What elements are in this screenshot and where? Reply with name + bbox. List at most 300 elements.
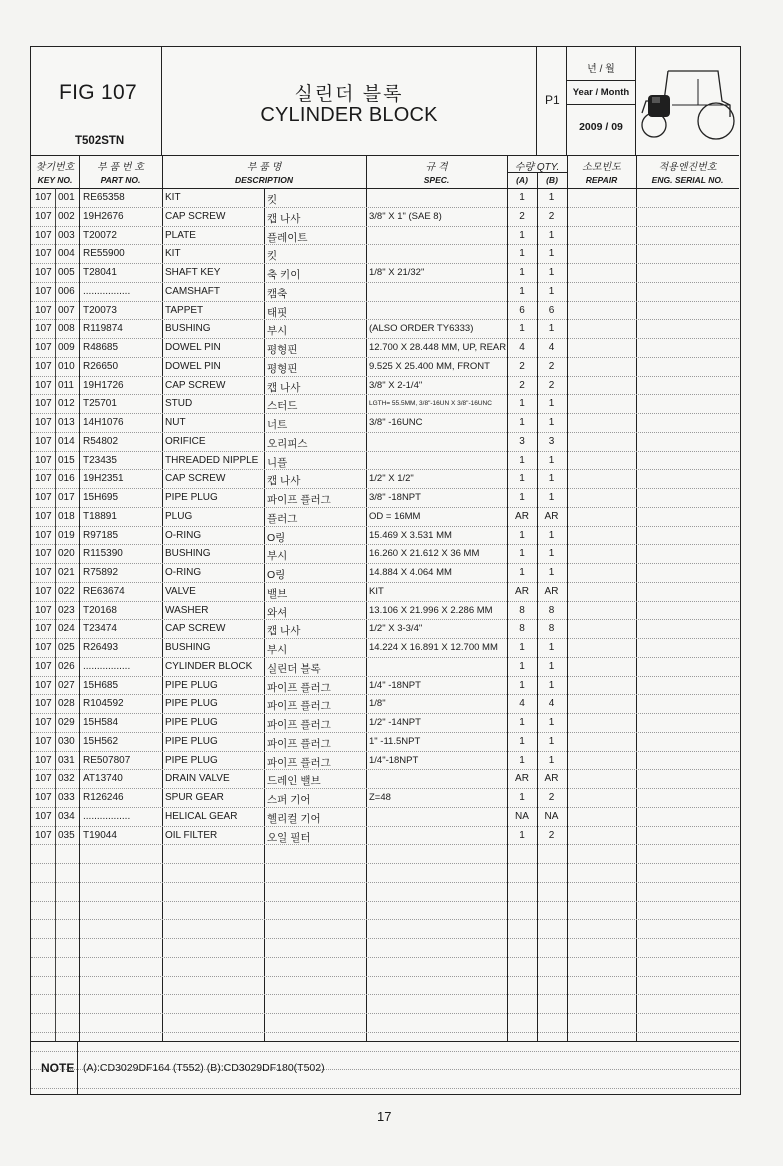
qty-a: 4 — [519, 342, 525, 353]
qty-a: 8 — [519, 623, 525, 635]
qty-a: AR — [515, 510, 529, 522]
key-prefix: 107 — [35, 604, 52, 616]
description-ko: 니플 — [267, 456, 288, 469]
table-row — [31, 545, 739, 564]
qty-a: 1 — [519, 473, 525, 485]
table-row — [31, 508, 739, 527]
part-number: 14H1076 — [83, 417, 124, 428]
description-ko: 태핏 — [267, 306, 288, 319]
description-ko: 스퍼 기어 — [267, 794, 311, 806]
description-en: THREADED NIPPLE — [165, 454, 259, 466]
sheet-header — [31, 47, 739, 156]
description-ko: 오리피스 — [267, 437, 308, 450]
description-en: DRAIN VALVE — [165, 773, 230, 785]
qty-a: 1 — [519, 454, 525, 466]
spec: 1" -11.5NPT — [369, 735, 421, 747]
key-number: 035 — [58, 829, 75, 841]
table-row — [31, 620, 739, 639]
key-prefix: 107 — [35, 660, 52, 672]
table-row — [31, 339, 739, 358]
qty-a: 1 — [519, 529, 525, 541]
empty-row — [31, 883, 739, 902]
key-prefix: 107 — [35, 285, 52, 297]
table-row — [31, 433, 739, 452]
table-row — [31, 527, 739, 546]
description-ko: 파이프 플러그 — [267, 681, 331, 694]
description-en: VALVE — [165, 585, 196, 597]
spec: 16.260 X 21.612 X 36 MM — [369, 548, 480, 560]
qty-b: 1 — [548, 229, 555, 241]
key-prefix: 107 — [35, 360, 52, 372]
qty-b: 1 — [548, 567, 555, 578]
table-row — [31, 245, 739, 264]
description-en: CAP SCREW — [165, 379, 226, 391]
spec: 1/4" -18NPT — [369, 679, 421, 691]
qty-a: 2 — [519, 210, 525, 222]
description-en: CAMSHAFT — [165, 285, 220, 297]
qty-b: AR — [544, 510, 559, 522]
qty-a: 1 — [519, 642, 525, 653]
description-en: WASHER — [165, 604, 209, 616]
qty-a: 1 — [519, 323, 525, 335]
qty-a: 1 — [519, 248, 525, 260]
qty-b: 2 — [548, 360, 555, 372]
table-row — [31, 189, 739, 208]
qty-b: 2 — [548, 829, 555, 841]
key-number: 032 — [58, 773, 75, 785]
col-key: 찾기번호 KEY NO. — [35, 162, 75, 185]
spec: 15.469 X 3.531 MM — [369, 529, 452, 541]
key-number: 034 — [58, 810, 75, 822]
key-number: 025 — [58, 642, 75, 653]
qty-a: 1 — [519, 735, 525, 747]
table-row — [31, 414, 739, 433]
title-cell — [162, 47, 537, 155]
description-ko: 축 키이 — [267, 269, 301, 281]
spec: (ALSO ORDER TY6333) — [369, 323, 474, 335]
description-en: DOWEL PIN — [165, 342, 221, 353]
year-month-label: Year / Month — [572, 87, 630, 98]
qty-b: AR — [544, 585, 559, 597]
spec: 3/8" X 2-1/4" — [369, 379, 423, 391]
key-prefix: 107 — [35, 229, 52, 241]
qty-a: 1 — [519, 398, 525, 410]
key-prefix: 107 — [35, 529, 52, 541]
part-number: T19044 — [83, 829, 117, 841]
col-serial: 적용엔진번호 ENG. SERIAL NO. — [651, 162, 724, 185]
qty-b: 8 — [548, 623, 555, 635]
description-ko: 부시 — [267, 325, 288, 338]
qty-b: 1 — [548, 735, 555, 747]
qty-a: 6 — [519, 304, 525, 316]
description-en: PLATE — [165, 229, 196, 241]
key-number: 010 — [58, 360, 75, 372]
qty-b: 8 — [548, 604, 555, 616]
col-repair: 소모빈도 REPAIR — [582, 162, 621, 185]
page-code-cell — [537, 47, 567, 155]
key-number: 024 — [58, 623, 75, 635]
table-row — [31, 489, 739, 508]
description-en: KIT — [165, 248, 181, 260]
description-ko: 평형핀 — [267, 362, 298, 375]
part-number: 19H1726 — [83, 379, 124, 391]
description-en: BUSHING — [165, 642, 211, 653]
table-row — [31, 733, 739, 752]
key-number: 014 — [58, 435, 75, 447]
spec: 3/8" X 1" (SAE 8) — [369, 210, 442, 222]
qty-b: 1 — [548, 473, 555, 485]
key-prefix: 107 — [35, 435, 52, 447]
description-ko: 실린더 블록 — [267, 662, 321, 675]
description-ko: O링 — [267, 569, 286, 581]
description-en: PIPE PLUG — [165, 698, 218, 710]
key-number: 031 — [58, 754, 75, 766]
part-number: R54802 — [83, 435, 119, 447]
key-prefix: 107 — [35, 698, 52, 710]
col-part-no: 부 품 번 호 PART NO. — [97, 162, 144, 185]
key-number: 007 — [58, 304, 75, 316]
key-number: 005 — [58, 267, 75, 278]
qty-a: NA — [515, 810, 529, 822]
description-en: PIPE PLUG — [165, 735, 218, 747]
part-number: R115390 — [83, 548, 123, 560]
qty-a: 1 — [519, 829, 525, 841]
description-en: TAPPET — [165, 304, 204, 316]
qty-b: 1 — [548, 454, 555, 466]
qty-a: 1 — [519, 717, 525, 728]
part-number: ................. — [83, 285, 131, 297]
parts-sheet — [30, 46, 741, 1095]
description-ko: 부시 — [267, 644, 288, 656]
key-prefix: 107 — [35, 735, 52, 747]
spec: 1/8" X 21/32" — [369, 267, 425, 278]
spec: 14.884 X 4.064 MM — [369, 567, 452, 578]
tractor-diagram-cell — [636, 47, 739, 155]
key-prefix: 107 — [35, 342, 52, 353]
description-en: STUD — [165, 398, 193, 410]
part-number: 19H2676 — [83, 210, 124, 222]
qty-b: 2 — [548, 210, 555, 222]
spec: 1/2" X 3-3/4" — [369, 623, 423, 635]
key-prefix: 107 — [35, 492, 52, 503]
key-prefix: 107 — [35, 379, 52, 391]
key-number: 029 — [58, 717, 75, 728]
qty-a: 1 — [519, 267, 525, 278]
description-en: PIPE PLUG — [165, 679, 218, 691]
note-section — [31, 1041, 739, 1094]
qty-a: AR — [515, 773, 529, 785]
table-row — [31, 320, 739, 339]
table-row — [31, 358, 739, 377]
note-text: (A):CD3029DF164 (T552) (B):CD3029DF180(T502) — [83, 1062, 325, 1074]
key-prefix: 107 — [35, 567, 52, 578]
description-ko: 헬리컬 기어 — [267, 812, 321, 825]
qty-a: 1 — [519, 417, 525, 428]
part-number: 15H695 — [83, 492, 119, 503]
description-en: CAP SCREW — [165, 210, 226, 222]
description-ko: 스터드 — [267, 400, 298, 413]
table-row — [31, 695, 739, 714]
spec: KIT — [369, 585, 384, 597]
key-number: 019 — [58, 529, 75, 541]
description-ko: 캠축 — [267, 287, 288, 300]
table-row — [31, 808, 739, 827]
column-headers — [31, 155, 739, 189]
qty-b: NA — [544, 810, 559, 822]
description-en: KIT — [165, 192, 181, 203]
key-number: 028 — [58, 698, 75, 710]
description-en: O-RING — [165, 529, 202, 541]
description-ko: 파이프 플러그 — [267, 737, 331, 750]
key-number: 004 — [58, 248, 75, 260]
part-number: R126246 — [83, 792, 124, 803]
part-number: R97185 — [83, 529, 119, 541]
qty-b: 1 — [548, 642, 555, 653]
empty-row — [31, 864, 739, 883]
key-number: 013 — [58, 417, 75, 428]
part-number: T23435 — [83, 454, 117, 466]
table-row — [31, 677, 739, 696]
key-number: 009 — [58, 342, 75, 353]
description-ko: 파이프 플러그 — [267, 494, 331, 506]
description-en: CAP SCREW — [165, 623, 226, 635]
spec: OD = 16MM — [369, 510, 421, 522]
description-ko: 파이프 플러그 — [267, 756, 331, 769]
qty-b: 3 — [548, 435, 555, 447]
table-row — [31, 770, 739, 789]
table-row — [31, 639, 739, 658]
figure-cell — [31, 47, 162, 155]
empty-row — [31, 920, 739, 939]
spec: LGTH= 55.5MM, 3/8"-16UN X 3/8"-16UNC — [369, 400, 492, 408]
year-month-korean: 년 / 월 — [587, 64, 615, 75]
key-prefix: 107 — [35, 248, 52, 260]
qty-b: 2 — [548, 379, 555, 391]
spec: 14.224 X 16.891 X 12.700 MM — [369, 642, 498, 653]
key-prefix: 107 — [35, 623, 52, 635]
description-en: PIPE PLUG — [165, 717, 218, 728]
key-number: 020 — [58, 548, 75, 560]
qty-a: 1 — [519, 492, 525, 503]
qty-a: 1 — [519, 285, 525, 297]
qty-a: 2 — [519, 379, 525, 391]
year-month-cell — [567, 47, 636, 155]
tractor-icon — [638, 61, 736, 141]
spec: 1/8" — [369, 698, 386, 710]
key-number: 017 — [58, 492, 75, 503]
figure-number: FIG 107 — [59, 81, 137, 104]
description-ko: 캡 나사 — [267, 381, 301, 394]
key-number: 001 — [58, 192, 75, 203]
description-ko: 캡 나사 — [267, 625, 301, 638]
qty-b: 1 — [548, 717, 555, 728]
description-en: BUSHING — [165, 548, 211, 560]
table-row — [31, 658, 739, 677]
col-spec: 규 격 SPEC. — [423, 162, 450, 185]
part-number: RE55900 — [83, 248, 125, 260]
key-number: 033 — [58, 792, 75, 803]
part-number: T25701 — [83, 398, 117, 410]
description-ko: 파이프 플러그 — [267, 700, 331, 713]
part-number: R104592 — [83, 698, 124, 710]
description-en: SPUR GEAR — [165, 792, 224, 803]
description-en: ORIFICE — [165, 435, 206, 447]
qty-a: 1 — [519, 192, 525, 203]
empty-row — [31, 977, 739, 996]
qty-a: 1 — [519, 754, 525, 766]
key-prefix: 107 — [35, 192, 52, 203]
description-en: PIPE PLUG — [165, 492, 218, 503]
description-ko: 너트 — [267, 419, 288, 431]
qty-b: 1 — [548, 548, 555, 560]
qty-b: 4 — [548, 342, 555, 353]
table-row — [31, 714, 739, 733]
key-prefix: 107 — [35, 398, 52, 410]
description-ko: 밸브 — [267, 587, 288, 600]
empty-row — [31, 958, 739, 977]
qty-b: 1 — [548, 285, 555, 297]
table-row — [31, 227, 739, 246]
table-row — [31, 827, 739, 846]
table-row — [31, 470, 739, 489]
part-number: 15H562 — [83, 735, 119, 747]
key-prefix: 107 — [35, 323, 52, 335]
key-number: 016 — [58, 473, 75, 485]
key-number: 018 — [58, 510, 75, 522]
description-en: OIL FILTER — [165, 829, 218, 841]
qty-a: 4 — [519, 698, 525, 710]
part-number: RE63674 — [83, 585, 125, 597]
table-row — [31, 752, 739, 771]
spec: 12.700 X 28.448 MM, UP, REAR — [369, 342, 507, 353]
description-ko: 플레이트 — [267, 231, 308, 244]
page-number: 17 — [377, 1109, 392, 1124]
qty-b: 1 — [548, 679, 555, 691]
qty-b: 1 — [548, 754, 555, 766]
part-number: 19H2351 — [83, 473, 124, 485]
part-number: T23474 — [83, 623, 117, 635]
qty-a: 1 — [519, 548, 525, 560]
description-ko: 평형핀 — [267, 344, 298, 356]
key-prefix: 107 — [35, 717, 52, 728]
model-code: T502STN — [75, 135, 125, 147]
part-number: T20072 — [83, 229, 117, 241]
qty-a: 2 — [519, 360, 525, 372]
table-row — [31, 564, 739, 583]
note-label: NOTE — [41, 1061, 75, 1075]
spec: 3/8" -18NPT — [369, 492, 421, 503]
key-prefix: 107 — [35, 792, 52, 803]
description-ko: 플러그 — [267, 512, 298, 525]
page-code: P1 — [545, 93, 560, 107]
part-number: T20073 — [83, 304, 117, 316]
qty-a: 1 — [519, 567, 525, 578]
qty-b: 1 — [548, 323, 555, 335]
qty-b: AR — [544, 773, 559, 785]
empty-row — [31, 845, 739, 864]
qty-b: 1 — [548, 192, 555, 203]
description-ko: 와셔 — [267, 606, 288, 619]
title-english: CYLINDER BLOCK — [260, 104, 438, 126]
key-number: 006 — [58, 285, 75, 297]
part-number: ................. — [83, 810, 131, 822]
key-prefix: 107 — [35, 473, 52, 485]
qty-a: 1 — [519, 660, 525, 672]
description-ko: 드레인 밸브 — [267, 775, 321, 788]
part-number: RE65358 — [83, 192, 125, 203]
key-prefix: 107 — [35, 267, 52, 278]
key-number: 027 — [58, 679, 75, 691]
key-number: 011 — [58, 379, 74, 391]
key-prefix: 107 — [35, 304, 52, 316]
key-prefix: 107 — [35, 585, 52, 597]
qty-b: 1 — [548, 529, 555, 541]
description-ko: 킷 — [267, 250, 278, 263]
key-number: 022 — [58, 585, 75, 597]
description-en: PLUG — [165, 510, 193, 522]
empty-row — [31, 939, 739, 958]
description-ko: 킷 — [267, 194, 278, 206]
table-row — [31, 789, 739, 808]
description-ko: 오일 필터 — [267, 831, 311, 844]
description-en: PIPE PLUG — [165, 754, 218, 766]
qty-b: 1 — [548, 417, 555, 428]
key-number: 023 — [58, 604, 75, 616]
qty-a: 1 — [519, 229, 525, 241]
qty-a: 3 — [519, 435, 525, 447]
table-row — [31, 395, 739, 414]
table-row — [31, 302, 739, 321]
description-en: O-RING — [165, 567, 202, 578]
qty-a: 1 — [519, 679, 525, 691]
part-number: R75892 — [83, 567, 119, 578]
part-number: ................. — [83, 660, 131, 672]
qty-b: 2 — [548, 792, 555, 803]
table-row — [31, 583, 739, 602]
empty-row — [31, 995, 739, 1014]
description-ko: O링 — [267, 531, 286, 544]
col-qty: 수량 QTY. (A) (B) — [514, 162, 560, 185]
qty-b: 1 — [548, 660, 555, 672]
spec: 1/2" X 1/2" — [369, 473, 414, 485]
key-prefix: 107 — [35, 642, 52, 653]
spec: Z=48 — [369, 792, 391, 803]
empty-row — [31, 1014, 739, 1033]
key-number: 003 — [58, 229, 75, 241]
spec: 1/4"-18NPT — [369, 754, 419, 766]
table-row — [31, 602, 739, 621]
key-prefix: 107 — [35, 679, 52, 691]
table-row — [31, 264, 739, 283]
qty-b: 1 — [548, 267, 555, 278]
part-number: T28041 — [83, 267, 117, 278]
part-number: 15H584 — [83, 717, 119, 728]
description-en: SHAFT KEY — [165, 267, 221, 278]
description-en: BUSHING — [165, 323, 211, 335]
table-row — [31, 283, 739, 302]
key-number: 002 — [58, 210, 75, 222]
description-ko: 캡 나사 — [267, 475, 301, 488]
key-number: 030 — [58, 735, 75, 747]
description-en: CYLINDER BLOCK — [165, 660, 253, 672]
description-en: HELICAL GEAR — [165, 810, 238, 822]
part-number: R26493 — [83, 642, 119, 653]
spec: 3/8" -16UNC — [369, 417, 423, 428]
qty-b: 6 — [548, 304, 555, 316]
table-row — [31, 208, 739, 227]
key-number: 008 — [58, 323, 75, 335]
key-prefix: 107 — [35, 810, 52, 822]
